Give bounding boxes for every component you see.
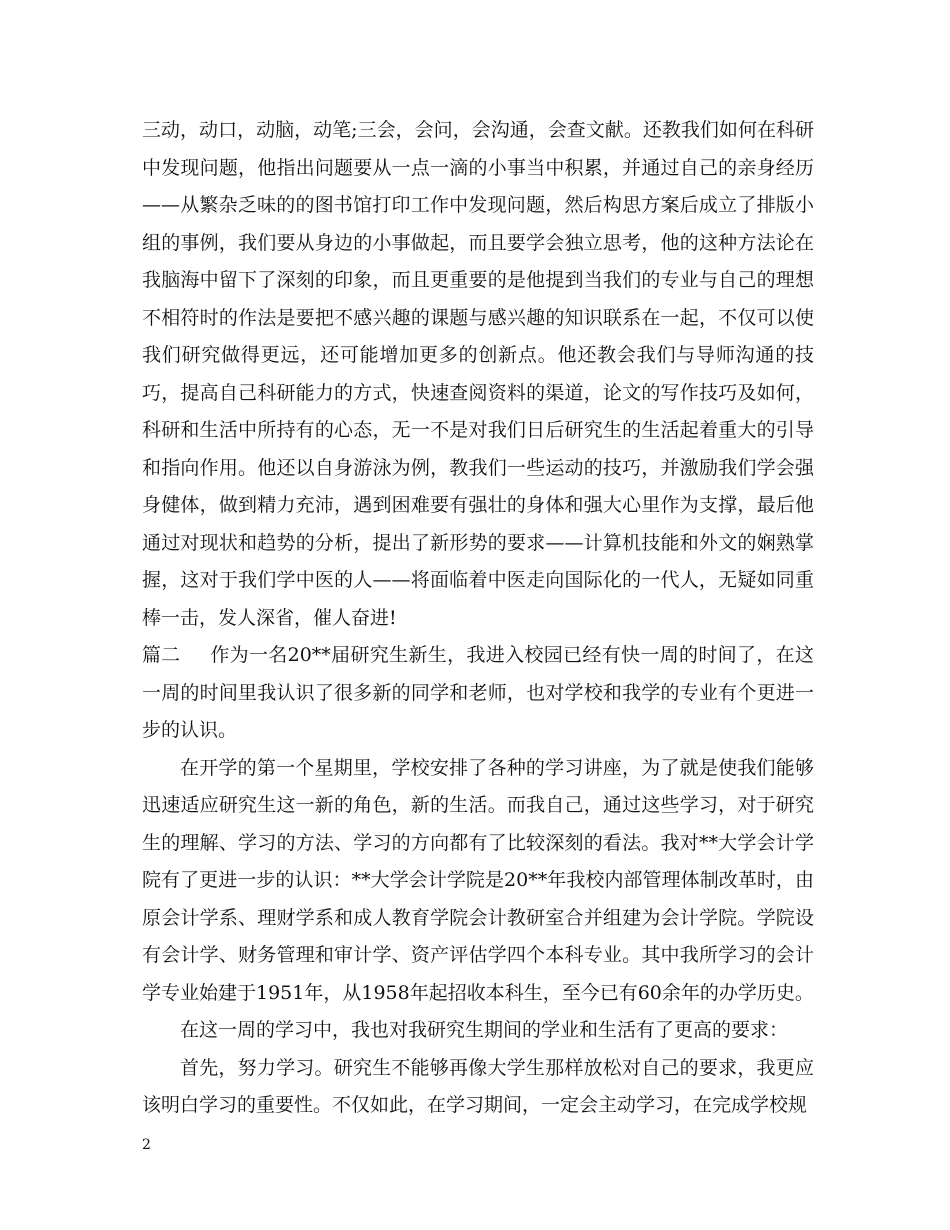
paragraph-requirements: 在这一周的学习中，我也对我研究生期间的学业和生活有了更高的要求： xyxy=(180,1019,789,1041)
section-two-intro: 作为一名20**届研究生新生，我进入校园已经有快一周的时间了，在这一周的时间里我认识了很多新的同学和老师，也对学校和我学的专业有个更进一步的认识。 xyxy=(142,644,814,741)
body-text xyxy=(142,112,814,1125)
section-label: 篇二 xyxy=(142,644,181,666)
paragraph-section-two xyxy=(142,637,814,750)
paragraph-continuation: 三动，动口，动脑，动笔;三会，会问，会沟通，会查文献。还教我们如何在科研中发现问题，他指出问题要从一点一滴的小事当中积累，并通过自己的亲身经历——从繁杂乏味的的图书馆打印工作中发现问题，然后构思方案后成立了排版小组的事例，我们要从身边的小事做起，而且要学会独立思考，他的这种方法论在我脑海中留下了深刻的印象，而且更重要的是他提到当我们的专业与自己的理想不相符时的作法是要把不感兴趣的课题与感兴趣的知识联系在一起，不仅可以使我们研究做得更远，还可能增加更多的创新点。他还教会我们与导师沟通的技巧，提高自己科研能力的方式，快速查阅资料的渠道，论文的写作技巧及如何，科研和生活中所持有的心态，无一不是对我们日后研究生的生活起着重大的引导和指向作用。他还以自身游泳为例，教我们一些运动的技巧，并激励我们学会强身健体，做到精力充沛，遇到困难要有强壮的身体和强大心里作为支撑，最后他通过对现状和趋势的分析，提出了新形势的要求——计算机技能和外文的娴熟掌握，这对于我们学中医的人——将面临着中医走向国际化的一代人，无疑如同重棒一击，发人深省，催人奋进! xyxy=(142,119,814,629)
page-number: 2 xyxy=(142,1137,151,1153)
paragraph-lectures: 在开学的第一个星期里，学校安排了各种的学习讲座，为了就是使我们能够迅速适应研究生这一新的角色，新的生活。而我自己，通过这些学习，对于研究生的理解、学习的方法、学习的方向都有了比较深刻的看法。我对**大学会计学院有了更进一步的认识：**大学会计学院是20**年我校内部管理体制改革时，由原会计学系、理财学系和成人教育学院会计教研室合并组建为会计学院。学院设有会计学、财务管理和审计学、资产评估学四个本科专业。其中我所学习的会计学专业始建于1951年，从1958年起招收本科生，至今已有60余年的办学历史。 xyxy=(142,756,814,1004)
paragraph-first-point: 首先，努力学习。研究生不能够再像大学生那样放松对自己的要求，我更应该明白学习的重要性。不仅如此，在学习期间，一定会主动学习，在完成学校规 xyxy=(142,1056,814,1116)
